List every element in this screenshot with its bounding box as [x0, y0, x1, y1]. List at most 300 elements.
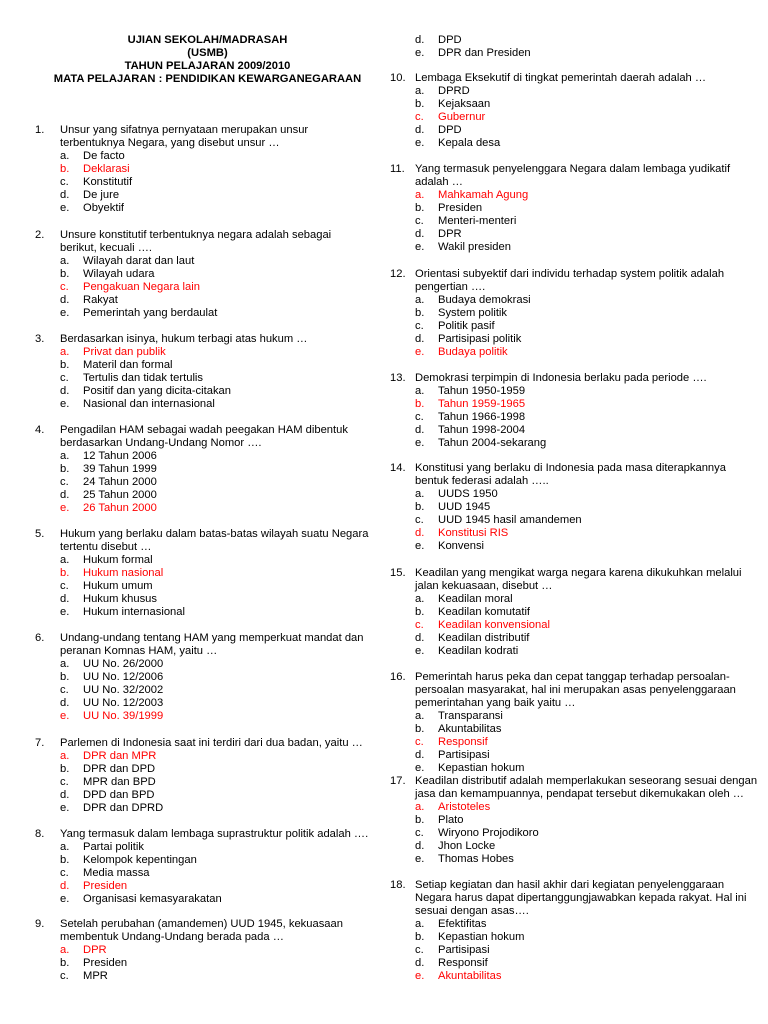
option-text: Tahun 1950-1959	[438, 385, 526, 397]
option-text: Tertulis dan tidak tertulis	[83, 372, 204, 384]
question-item	[385, 462, 760, 553]
option	[385, 437, 760, 450]
question-text: Keadilan yang mengikat warga negara karena dikukuhkan melalui jalan kekuasaan, disebut …	[415, 567, 742, 592]
option-letter: c.	[60, 867, 69, 879]
option-letter: a.	[60, 658, 70, 670]
question-item	[30, 424, 370, 515]
option-text: Pengakuan Negara lain	[83, 281, 200, 293]
option-letter: c.	[60, 176, 69, 188]
option-text: Politik pasif	[438, 320, 495, 332]
option-letter: b.	[60, 463, 70, 475]
option	[30, 294, 370, 307]
option	[30, 658, 370, 671]
option	[30, 307, 370, 320]
option-correct	[30, 880, 370, 893]
option-text: Tahun 2004-sekarang	[438, 437, 547, 449]
option-correct	[30, 502, 370, 515]
option-correct	[30, 750, 370, 763]
option-text: Budaya demokrasi	[438, 294, 531, 306]
option-text: DPD	[438, 34, 462, 46]
option-letter: b.	[415, 501, 425, 513]
option-letter: d.	[415, 424, 425, 436]
option	[385, 944, 760, 957]
question-text: Hukum yang berlaku dalam batas-batas wilayah suatu Negara tertentu disebut …	[60, 528, 369, 553]
option-correct	[385, 111, 760, 124]
option-letter: a.	[60, 450, 70, 462]
option	[30, 776, 370, 789]
option-letter: d.	[415, 840, 425, 852]
option-letter: a.	[415, 710, 425, 722]
question-stem	[385, 567, 760, 593]
option-letter: e.	[60, 202, 70, 214]
question-number: 17.	[390, 775, 406, 787]
option-text: Media massa	[83, 867, 150, 879]
option	[385, 645, 760, 658]
option-text: UU No. 12/2006	[83, 671, 164, 683]
question-text: Berdasarkan isinya, hukum terbagi atas hukum …	[60, 333, 308, 345]
question-item	[30, 918, 370, 983]
option-letter: c.	[415, 827, 424, 839]
option-letter: e.	[415, 970, 425, 982]
question-stem	[30, 632, 370, 658]
option	[30, 684, 370, 697]
option-text: Menteri-menteri	[438, 215, 517, 227]
option-letter: d.	[60, 294, 70, 306]
option	[30, 893, 370, 906]
option-text: Kelompok kepentingan	[83, 854, 197, 866]
option	[30, 671, 370, 684]
question-text: Keadilan distributif adalah memperlakukan seseorang sesuai dengan jasa dan kemampuannya, pendapat tersebut dikemukakan oleh …	[415, 775, 758, 800]
option-text: UUDS 1950	[438, 488, 498, 500]
option-letter: a.	[415, 801, 425, 813]
option-letter: a.	[60, 255, 70, 267]
option-text: 26 Tahun 2000	[83, 502, 157, 514]
question-number: 13.	[390, 372, 406, 384]
option-text: Privat dan publik	[83, 346, 166, 358]
question-stem	[385, 671, 760, 710]
option	[30, 841, 370, 854]
option	[30, 957, 370, 970]
option	[30, 970, 370, 983]
option-text: Keadilan distributif	[438, 632, 530, 644]
option-text: Keadilan konvensional	[438, 619, 550, 631]
question-item	[30, 528, 370, 619]
option-correct	[30, 346, 370, 359]
question-item	[385, 567, 760, 658]
option-correct	[385, 189, 760, 202]
question-stem	[385, 879, 760, 918]
question-number: 15.	[390, 567, 406, 579]
option	[385, 632, 760, 645]
option-letter: d.	[415, 527, 425, 539]
option-letter: d.	[415, 632, 425, 644]
question-text: Pengadilan HAM sebagai wadah peegakan HAM dibentuk berdasarkan Undang-Undang Nomor ….	[60, 424, 348, 449]
option-text: Kejaksaan	[438, 98, 491, 110]
option-text: Hukum nasional	[83, 567, 164, 579]
option-text: DPR dan DPD	[83, 763, 156, 775]
option	[30, 463, 370, 476]
subject-title: MATA PELAJARAN : PENDIDIKAN KEWARGANEGARAAN	[53, 73, 362, 85]
option-letter: a.	[60, 554, 70, 566]
option-letter: e.	[415, 346, 425, 358]
option-text: Deklarasi	[83, 163, 130, 175]
option	[385, 540, 760, 553]
question-stem	[30, 828, 370, 841]
option-text: De jure	[83, 189, 120, 201]
option-letter: b.	[415, 606, 425, 618]
question-text: Konstitusi yang berlaku di Indonesia pada masa diterapkannya bentuk federasi adalah …..	[415, 462, 726, 487]
option	[30, 606, 370, 619]
option	[385, 501, 760, 514]
option-text: Wilayah udara	[83, 268, 155, 280]
question-number: 11.	[390, 163, 405, 175]
option-text: Responsif	[438, 736, 488, 748]
option-letter: a.	[60, 150, 70, 162]
question-text: Pemerintah harus peka dan cepat tanggap terhadap persoalan-persoalan masyarakat, hal ini merupakan asas penyelenggaraan pemerintahan yang baik yaitu …	[415, 671, 736, 709]
option-letter: e.	[60, 802, 70, 814]
option-correct	[385, 527, 760, 540]
option	[385, 320, 760, 333]
option-letter: a.	[60, 750, 70, 762]
question-text: Orientasi subyektif dari individu terhadap system politik adalah pengertian ….	[415, 268, 725, 293]
option-text: DPR	[83, 944, 107, 956]
option-text: De facto	[83, 150, 125, 162]
option-letter: d.	[415, 34, 425, 46]
option-correct	[385, 619, 760, 632]
option-letter: d.	[60, 489, 70, 501]
option-letter: c.	[60, 684, 69, 696]
option-letter: a.	[415, 593, 425, 605]
option-letter: e.	[60, 307, 70, 319]
question-item	[30, 828, 370, 906]
academic-year: TAHUN PELAJARAN 2009/2010	[124, 60, 291, 72]
option	[385, 124, 760, 137]
option-text: Konstitusi RIS	[438, 527, 509, 539]
option-text: Kepastian hokum	[438, 931, 525, 943]
option	[30, 854, 370, 867]
option-letter: d.	[60, 385, 70, 397]
option-letter: c.	[415, 215, 424, 227]
option-text: Budaya politik	[438, 346, 508, 358]
option	[30, 372, 370, 385]
option-letter: c.	[415, 320, 424, 332]
option-letter: a.	[60, 944, 70, 956]
question-number: 14.	[390, 462, 406, 474]
option-correct	[385, 398, 760, 411]
question-number: 6.	[35, 632, 45, 644]
option-letter: c.	[415, 514, 424, 526]
option-text: Partai politik	[83, 841, 144, 853]
question-stem	[385, 372, 760, 385]
option	[385, 294, 760, 307]
question-number: 1.	[35, 124, 45, 136]
option-letter: c.	[415, 411, 424, 423]
option-text: Obyektif	[83, 202, 125, 214]
option-letter: e.	[60, 398, 70, 410]
option-text: System politik	[438, 307, 508, 319]
option	[30, 554, 370, 567]
option-text: Kepala desa	[438, 137, 501, 149]
option	[385, 853, 760, 866]
option-text: Hukum formal	[83, 554, 153, 566]
option	[385, 215, 760, 228]
question-item	[385, 163, 760, 254]
option	[385, 241, 760, 254]
option	[30, 398, 370, 411]
question-item	[30, 229, 370, 320]
question-stem	[385, 775, 760, 801]
option-text: Rakyat	[83, 294, 118, 306]
option-letter: b.	[60, 567, 70, 579]
option-correct	[30, 567, 370, 580]
option-text: UUD 1945	[438, 501, 491, 513]
option-text: Partisipasi	[438, 944, 490, 956]
option-text: Presiden	[83, 957, 128, 969]
question-number: 5.	[35, 528, 45, 540]
option-text: 25 Tahun 2000	[83, 489, 157, 501]
option-text: UU No. 39/1999	[83, 710, 164, 722]
option	[385, 137, 760, 150]
option	[385, 34, 760, 47]
option-text: Hukum umum	[83, 580, 153, 592]
option-text: MPR dan BPD	[83, 776, 156, 788]
option-letter: b.	[60, 854, 70, 866]
option-letter: b.	[415, 931, 425, 943]
option-correct	[30, 163, 370, 176]
option-letter: a.	[415, 488, 425, 500]
question-number: 2.	[35, 229, 45, 241]
option-letter: d.	[60, 189, 70, 201]
option-letter: a.	[415, 85, 425, 97]
option-text: Tahun 1966-1998	[438, 411, 526, 423]
option-text: Responsif	[438, 957, 488, 969]
option	[30, 268, 370, 281]
option-text: Hukum internasional	[83, 606, 185, 618]
option-letter: d.	[415, 749, 425, 761]
option-letter: c.	[60, 281, 69, 293]
option	[385, 814, 760, 827]
option-text: UU No. 12/2003	[83, 697, 164, 709]
question-text: Parlemen di Indonesia saat ini terdiri dari dua badan, yaitu …	[60, 737, 363, 749]
option-correct	[30, 710, 370, 723]
option-correct	[30, 944, 370, 957]
option	[30, 189, 370, 202]
question-number: 10.	[390, 72, 406, 84]
option-text: DPR dan Presiden	[438, 47, 531, 59]
option-letter: d.	[60, 880, 70, 892]
option	[385, 333, 760, 346]
option-text: DPR dan MPR	[83, 750, 157, 762]
option	[385, 514, 760, 527]
question-item	[385, 879, 760, 983]
option-correct	[385, 970, 760, 983]
option	[30, 176, 370, 189]
question-item	[385, 671, 760, 775]
option	[385, 228, 760, 241]
option-letter: a.	[415, 189, 425, 201]
question-text: Lembaga Eksekutif di tingkat pemerintah daerah adalah …	[415, 72, 707, 84]
option-letter: e.	[415, 137, 425, 149]
question-stem	[385, 268, 760, 294]
question-item	[30, 333, 370, 411]
option-text: Akuntabilitas	[438, 723, 502, 735]
option	[30, 867, 370, 880]
option-letter: b.	[60, 957, 70, 969]
option-text: UU No. 26/2000	[83, 658, 164, 670]
option	[30, 802, 370, 815]
option-letter: e.	[415, 762, 425, 774]
option-text: DPD dan BPD	[83, 789, 155, 801]
option-letter: b.	[415, 398, 425, 410]
question-number: 18.	[390, 879, 406, 891]
option	[385, 931, 760, 944]
question-text: Demokrasi terpimpin di Indonesia berlaku pada periode ….	[415, 372, 707, 384]
option-letter: a.	[415, 385, 425, 397]
option	[385, 957, 760, 970]
option-letter: c.	[415, 111, 424, 123]
option-text: 39 Tahun 1999	[83, 463, 157, 475]
option-letter: e.	[415, 437, 425, 449]
option	[385, 98, 760, 111]
option-text: Organisasi kemasyarakatan	[83, 893, 222, 905]
question-text: Setiap kegiatan dan hasil akhir dari kegiatan penyelenggaraan Negara harus dapat dipertanggungjawabkan kepada rakyat. Hal ini sesuai dengan asas….	[415, 879, 747, 917]
question-stem	[30, 229, 370, 255]
option-letter: e.	[415, 540, 425, 552]
option-text: Efektifitas	[438, 918, 487, 930]
option	[30, 489, 370, 502]
option-correct	[385, 736, 760, 749]
option	[30, 150, 370, 163]
question-stem	[385, 462, 760, 488]
option-letter: b.	[415, 723, 425, 735]
option-letter: e.	[415, 47, 425, 59]
option	[30, 359, 370, 372]
question-text: Unsur yang sifatnya pernyataan merupakan unsur terbentuknya Negara, yang disebut unsur …	[60, 124, 309, 149]
option-text: Jhon Locke	[438, 840, 496, 852]
option-letter: d.	[415, 124, 425, 136]
option-letter: b.	[60, 671, 70, 683]
option	[385, 762, 760, 775]
question-stem	[30, 424, 370, 450]
option-correct	[385, 801, 760, 814]
option-letter: b.	[60, 163, 70, 175]
option-text: Gubernur	[438, 111, 486, 123]
option-letter: c.	[60, 476, 69, 488]
question-number: 9.	[35, 918, 45, 930]
option-correct	[30, 281, 370, 294]
option-text: DPRD	[438, 85, 470, 97]
option-text: Mahkamah Agung	[438, 189, 529, 201]
question-item	[30, 632, 370, 723]
option-letter: a.	[415, 918, 425, 930]
question-stem	[30, 333, 370, 346]
option-text: Presiden	[438, 202, 483, 214]
option-letter: e.	[60, 893, 70, 905]
option-text: DPR	[438, 228, 462, 240]
question-continued-options	[385, 34, 760, 60]
option-text: Keadilan kodrati	[438, 645, 519, 657]
option-letter: a.	[415, 294, 425, 306]
option-text: DPR dan DPRD	[83, 802, 164, 814]
option-text: MPR	[83, 970, 108, 982]
option	[385, 385, 760, 398]
option-letter: a.	[60, 346, 70, 358]
option-text: Hukum khusus	[83, 593, 157, 605]
option	[30, 255, 370, 268]
option-text: Kepastian hokum	[438, 762, 525, 774]
option	[385, 85, 760, 98]
option	[385, 827, 760, 840]
option-letter: b.	[60, 268, 70, 280]
option-letter: c.	[60, 970, 69, 982]
option-letter: c.	[415, 619, 424, 631]
option-letter: e.	[415, 645, 425, 657]
option	[385, 710, 760, 723]
option	[30, 763, 370, 776]
question-text: Unsure konstitutif terbentuknya negara adalah sebagai berikut, kecuali ….	[60, 229, 332, 254]
option-text: Partisipasi politik	[438, 333, 522, 345]
option-text: Positif dan yang dicita-citakan	[83, 385, 232, 397]
option-letter: e.	[415, 853, 425, 865]
option-letter: b.	[415, 202, 425, 214]
option-text: Plato	[438, 814, 464, 826]
option-text: Thomas Hobes	[438, 853, 514, 865]
option	[385, 593, 760, 606]
option-text: UUD 1945 hasil amandemen	[438, 514, 582, 526]
option	[30, 580, 370, 593]
option	[385, 47, 760, 60]
option-letter: b.	[415, 98, 425, 110]
option-correct	[385, 346, 760, 359]
option-text: Wiryono Projodikoro	[438, 827, 539, 839]
option-letter: e.	[415, 241, 425, 253]
question-number: 7.	[35, 737, 45, 749]
option-text: UU No. 32/2002	[83, 684, 164, 696]
option	[385, 918, 760, 931]
option-text: Akuntabilitas	[438, 970, 502, 982]
option	[30, 697, 370, 710]
option	[30, 450, 370, 463]
question-text: Yang termasuk penyelenggara Negara dalam lembaga yudikatif adalah …	[415, 163, 731, 188]
option	[385, 488, 760, 501]
option	[30, 385, 370, 398]
option-text: Presiden	[83, 880, 128, 892]
option	[385, 424, 760, 437]
question-stem	[30, 918, 370, 944]
option-letter: d.	[415, 228, 425, 240]
option-text: Pemerintah yang berdaulat	[83, 307, 218, 319]
question-item	[30, 124, 370, 215]
option-letter: b.	[60, 359, 70, 371]
option-letter: c.	[415, 736, 424, 748]
question-item	[385, 72, 760, 150]
option-letter: e.	[60, 606, 70, 618]
option-text: Konstitutif	[83, 176, 133, 188]
option	[385, 723, 760, 736]
question-number: 8.	[35, 828, 45, 840]
question-item	[385, 372, 760, 450]
exam-title: UJIAN SEKOLAH/MADRASAH	[127, 34, 288, 46]
option-text: Wilayah darat dan laut	[83, 255, 195, 267]
option-text: Tahun 1959-1965	[438, 398, 526, 410]
option-text: Keadilan komutatif	[438, 606, 531, 618]
option-text: Transparansi	[438, 710, 503, 722]
option-letter: d.	[415, 957, 425, 969]
question-number: 16.	[390, 671, 406, 683]
option-letter: c.	[60, 776, 69, 788]
option-letter: e.	[60, 502, 70, 514]
question-stem	[30, 737, 370, 750]
